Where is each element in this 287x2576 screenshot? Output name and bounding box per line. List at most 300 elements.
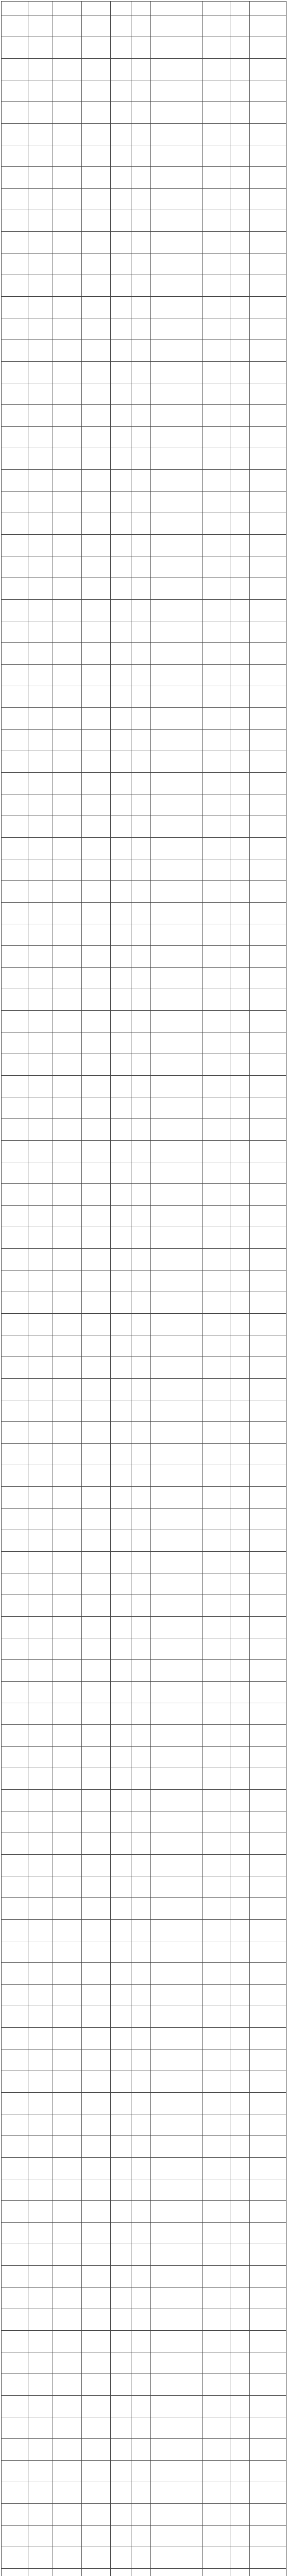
table-row <box>2 946 286 968</box>
table-cell <box>131 2287 151 2309</box>
table-cell <box>28 1379 53 1400</box>
table-cell <box>82 80 111 102</box>
table-cell <box>82 1422 111 1444</box>
table-row <box>2 1097 286 1119</box>
table-cell <box>2 578 28 600</box>
table-cell <box>230 2461 250 2482</box>
table-cell <box>82 1162 111 1184</box>
table-cell <box>202 37 230 59</box>
table-cell <box>28 1530 53 1552</box>
table-row <box>2 2482 286 2504</box>
table-cell <box>28 2396 53 2417</box>
table-cell <box>202 1444 230 1465</box>
table-cell <box>131 751 151 773</box>
table-cell <box>250 773 286 794</box>
table-cell <box>2 859 28 881</box>
table-cell <box>82 2114 111 2136</box>
table-cell <box>151 124 202 145</box>
table-cell <box>2 189 28 210</box>
table-cell <box>53 2461 82 2482</box>
table-cell <box>202 730 230 751</box>
table-row <box>2 1119 286 1141</box>
table-cell <box>250 1119 286 1141</box>
table-cell <box>53 881 82 903</box>
table-cell <box>151 189 202 210</box>
table-cell <box>250 2093 286 2114</box>
table-cell <box>111 1530 131 1552</box>
table-cell <box>250 1422 286 1444</box>
table-cell <box>28 643 53 665</box>
column-header-7 <box>151 2 202 15</box>
table-cell <box>230 383 250 405</box>
table-cell <box>250 2287 286 2309</box>
table-cell <box>82 2028 111 2049</box>
table-row <box>2 2526 286 2547</box>
table-cell <box>111 2049 131 2071</box>
table-cell <box>53 102 82 124</box>
table-cell <box>82 15 111 37</box>
table-cell <box>111 340 131 362</box>
table-row <box>2 1032 286 1054</box>
table-cell <box>151 145 202 167</box>
table-cell <box>131 708 151 730</box>
table-cell <box>230 1595 250 1617</box>
table-cell <box>250 2114 286 2136</box>
table-cell <box>250 1400 286 1422</box>
table-cell <box>250 2223 286 2244</box>
table-cell <box>28 2287 53 2309</box>
table-cell <box>230 730 250 751</box>
table-row <box>2 1790 286 1811</box>
table-cell <box>111 1682 131 1703</box>
table-cell <box>230 2071 250 2093</box>
table-cell <box>131 2331 151 2352</box>
table-cell <box>202 189 230 210</box>
table-cell <box>230 362 250 383</box>
table-cell <box>250 1249 286 1270</box>
table-cell <box>131 2049 151 2071</box>
table-cell <box>53 1487 82 1509</box>
table-cell <box>111 470 131 492</box>
table-cell <box>131 383 151 405</box>
table-cell <box>250 448 286 470</box>
table-cell <box>82 1314 111 1335</box>
table-cell <box>111 859 131 881</box>
table-cell <box>202 556 230 578</box>
table-cell <box>82 2504 111 2526</box>
table-cell <box>151 2309 202 2331</box>
table-row <box>2 816 286 838</box>
table-cell <box>202 2287 230 2309</box>
table-cell <box>82 189 111 210</box>
table-cell <box>28 946 53 968</box>
table-cell <box>230 1747 250 1768</box>
table-cell <box>28 275 53 297</box>
table-row <box>2 1530 286 1552</box>
table-cell <box>131 556 151 578</box>
table-cell <box>53 2526 82 2547</box>
table-row <box>2 2244 286 2266</box>
table-cell <box>111 924 131 946</box>
table-cell <box>53 2136 82 2158</box>
table-row <box>2 2309 286 2331</box>
table-cell <box>230 232 250 253</box>
table-cell <box>230 492 250 513</box>
table-cell <box>82 989 111 1011</box>
table-cell <box>131 1963 151 1985</box>
table-cell <box>53 1054 82 1076</box>
table-row <box>2 297 286 318</box>
table-cell <box>202 2331 230 2352</box>
table-cell <box>230 2049 250 2071</box>
table-cell <box>2 383 28 405</box>
table-cell <box>202 2114 230 2136</box>
table-cell <box>131 1270 151 1292</box>
table-cell <box>151 15 202 37</box>
table-cell <box>202 665 230 686</box>
table-cell <box>131 1227 151 1249</box>
table-row <box>2 2049 286 2071</box>
table-cell <box>151 275 202 297</box>
table-cell <box>151 1595 202 1617</box>
table-cell <box>2 1357 28 1379</box>
table-cell <box>250 1552 286 1573</box>
table-cell <box>202 145 230 167</box>
table-cell <box>131 1898 151 1920</box>
table-cell <box>131 1638 151 1660</box>
table-cell <box>151 470 202 492</box>
table-cell <box>250 2244 286 2266</box>
table-cell <box>131 2439 151 2461</box>
table-cell <box>202 1963 230 1985</box>
table-cell <box>28 2417 53 2439</box>
table-cell <box>151 2244 202 2266</box>
table-cell <box>230 1141 250 1162</box>
table-cell <box>82 2287 111 2309</box>
table-cell <box>82 1660 111 1682</box>
table-cell <box>131 1032 151 1054</box>
table-cell <box>230 2439 250 2461</box>
table-cell <box>53 730 82 751</box>
table-cell <box>151 2331 202 2352</box>
table-cell <box>2 2352 28 2374</box>
table-cell <box>230 340 250 362</box>
table-cell <box>53 773 82 794</box>
table-cell <box>53 600 82 621</box>
table-cell <box>131 2482 151 2504</box>
table-cell <box>151 1811 202 1833</box>
table-cell <box>230 2244 250 2266</box>
table-cell <box>53 1379 82 1400</box>
table-cell <box>151 968 202 989</box>
table-row <box>2 492 286 513</box>
table-cell <box>2 2287 28 2309</box>
table-cell <box>250 513 286 535</box>
table-cell <box>151 1552 202 1573</box>
table-cell <box>151 708 202 730</box>
table-cell <box>2 665 28 686</box>
table-cell <box>131 1703 151 1725</box>
table-cell <box>202 1876 230 1898</box>
table-cell <box>151 253 202 275</box>
table-cell <box>250 297 286 318</box>
table-row <box>2 362 286 383</box>
table-cell <box>82 578 111 600</box>
table-cell <box>131 968 151 989</box>
table-cell <box>250 427 286 448</box>
table-cell <box>131 1076 151 1097</box>
table-row <box>2 1573 286 1595</box>
table-cell <box>2 1422 28 1444</box>
table-cell <box>250 253 286 275</box>
table-row <box>2 1184 286 1206</box>
table-cell <box>250 708 286 730</box>
table-row <box>2 2136 286 2158</box>
table-cell <box>28 1184 53 1206</box>
table-cell <box>111 1379 131 1400</box>
table-cell <box>53 1833 82 1855</box>
table-cell <box>111 1119 131 1141</box>
table-cell <box>230 924 250 946</box>
table-cell <box>53 556 82 578</box>
table-cell <box>202 2439 230 2461</box>
table-cell <box>82 1638 111 1660</box>
table-cell <box>53 253 82 275</box>
table-cell <box>82 1227 111 1249</box>
table-cell <box>151 340 202 362</box>
table-cell <box>250 2028 286 2049</box>
table-cell <box>250 1811 286 1833</box>
table-cell <box>111 1703 131 1725</box>
table-cell <box>2 1552 28 1573</box>
table-cell <box>151 2114 202 2136</box>
table-cell <box>250 1184 286 1206</box>
table-cell <box>28 1898 53 1920</box>
table-cell <box>230 405 250 427</box>
table-cell <box>230 1487 250 1509</box>
table-cell <box>250 470 286 492</box>
table-cell <box>131 1249 151 1270</box>
table-cell <box>53 1985 82 2006</box>
table-cell <box>111 2093 131 2114</box>
table-cell <box>202 1811 230 1833</box>
table-cell <box>151 2396 202 2417</box>
table-cell <box>131 1054 151 1076</box>
table-cell <box>2 1790 28 1811</box>
table-cell <box>28 881 53 903</box>
table-cell <box>202 1920 230 1941</box>
table-cell <box>111 1573 131 1595</box>
table-cell <box>2 80 28 102</box>
table-cell <box>230 2223 250 2244</box>
table-cell <box>202 2352 230 2374</box>
table-cell <box>202 2569 230 2576</box>
table-cell <box>131 600 151 621</box>
table-cell <box>131 1292 151 1314</box>
table-row <box>2 2179 286 2201</box>
table-row <box>2 80 286 102</box>
table-cell <box>151 2136 202 2158</box>
table-cell <box>2 1141 28 1162</box>
table-cell <box>28 1119 53 1141</box>
table-cell <box>250 2482 286 2504</box>
table-cell <box>111 102 131 124</box>
table-cell <box>131 686 151 708</box>
table-row <box>2 1898 286 1920</box>
table-cell <box>28 1270 53 1292</box>
table-cell <box>151 1444 202 1465</box>
table-cell <box>28 513 53 535</box>
table-cell <box>82 2526 111 2547</box>
table-cell <box>250 859 286 881</box>
table-row <box>2 2223 286 2244</box>
table-cell <box>202 794 230 816</box>
table-cell <box>53 1314 82 1335</box>
table-cell <box>82 1184 111 1206</box>
table-cell <box>202 816 230 838</box>
table-cell <box>111 2179 131 2201</box>
table-cell <box>53 2331 82 2352</box>
table-cell <box>28 730 53 751</box>
table-cell <box>111 1725 131 1747</box>
table-cell <box>202 1206 230 1227</box>
table-cell <box>2 1833 28 1855</box>
table-cell <box>2 2396 28 2417</box>
table-cell <box>53 1660 82 1682</box>
table-cell <box>53 37 82 59</box>
table-cell <box>2 102 28 124</box>
table-cell <box>111 1617 131 1638</box>
table-cell <box>131 210 151 232</box>
table-cell <box>151 1270 202 1292</box>
table-cell <box>202 1552 230 1573</box>
table-cell <box>111 318 131 340</box>
table-cell <box>202 15 230 37</box>
table-cell <box>2 2049 28 2071</box>
table-cell <box>2 275 28 297</box>
table-cell <box>82 1855 111 1876</box>
table-cell <box>82 1920 111 1941</box>
table-cell <box>131 1985 151 2006</box>
table-cell <box>151 383 202 405</box>
table-cell <box>131 1617 151 1638</box>
table-cell <box>53 686 82 708</box>
table-cell <box>230 2266 250 2287</box>
table-cell <box>53 1032 82 1054</box>
table-cell <box>2 1595 28 1617</box>
table-cell <box>82 643 111 665</box>
table-cell <box>250 1357 286 1379</box>
table-cell <box>202 124 230 145</box>
table-cell <box>53 80 82 102</box>
table-cell <box>151 773 202 794</box>
table-cell <box>250 1595 286 1617</box>
table-cell <box>250 275 286 297</box>
table-cell <box>151 1530 202 1552</box>
table-cell <box>2 2223 28 2244</box>
table-cell <box>202 1573 230 1595</box>
table-cell <box>151 232 202 253</box>
table-cell <box>28 1682 53 1703</box>
table-cell <box>250 1855 286 1876</box>
table-cell <box>230 513 250 535</box>
table-cell <box>151 2093 202 2114</box>
table-cell <box>53 1011 82 1032</box>
table-cell <box>2 1032 28 1054</box>
table-cell <box>131 578 151 600</box>
table-cell <box>2 881 28 903</box>
table-cell <box>111 838 131 859</box>
table-cell <box>151 1119 202 1141</box>
table-cell <box>53 2049 82 2071</box>
table-cell <box>230 2028 250 2049</box>
table-cell <box>151 1357 202 1379</box>
table-cell <box>250 2417 286 2439</box>
table-cell <box>250 686 286 708</box>
table-cell <box>202 600 230 621</box>
table-cell <box>82 102 111 124</box>
table-cell <box>2 37 28 59</box>
table-row <box>2 2417 286 2439</box>
table-cell <box>250 1292 286 1314</box>
table-cell <box>82 1097 111 1119</box>
table-cell <box>82 2266 111 2287</box>
table-cell <box>131 492 151 513</box>
table-cell <box>151 794 202 816</box>
table-cell <box>28 318 53 340</box>
table-cell <box>202 1227 230 1249</box>
table-cell <box>53 124 82 145</box>
table-cell <box>151 427 202 448</box>
table-cell <box>151 1855 202 1876</box>
table-row <box>2 102 286 124</box>
table-cell <box>53 838 82 859</box>
table-cell <box>2 708 28 730</box>
table-cell <box>131 924 151 946</box>
table-cell <box>28 2439 53 2461</box>
table-cell <box>28 1617 53 1638</box>
table-cell <box>2 2201 28 2223</box>
table-cell <box>2 794 28 816</box>
table-row <box>2 1422 286 1444</box>
table-cell <box>151 924 202 946</box>
table-cell <box>2 1920 28 1941</box>
table-cell <box>2 535 28 556</box>
table-cell <box>202 643 230 665</box>
table-cell <box>28 189 53 210</box>
table-cell <box>28 1855 53 1876</box>
table-cell <box>230 1638 250 1660</box>
table-cell <box>28 59 53 80</box>
table-cell <box>131 318 151 340</box>
table-cell <box>151 2223 202 2244</box>
table-cell <box>28 232 53 253</box>
table-cell <box>111 2352 131 2374</box>
table-row <box>2 686 286 708</box>
table-cell <box>2 1638 28 1660</box>
table-cell <box>53 1898 82 1920</box>
table-cell <box>82 297 111 318</box>
table-cell <box>151 946 202 968</box>
table-cell <box>151 578 202 600</box>
table-cell <box>53 1184 82 1206</box>
table-cell <box>82 1400 111 1422</box>
table-cell <box>250 1097 286 1119</box>
table-cell <box>53 1270 82 1292</box>
table-row <box>2 189 286 210</box>
table-cell <box>111 405 131 427</box>
table-cell <box>202 2158 230 2179</box>
